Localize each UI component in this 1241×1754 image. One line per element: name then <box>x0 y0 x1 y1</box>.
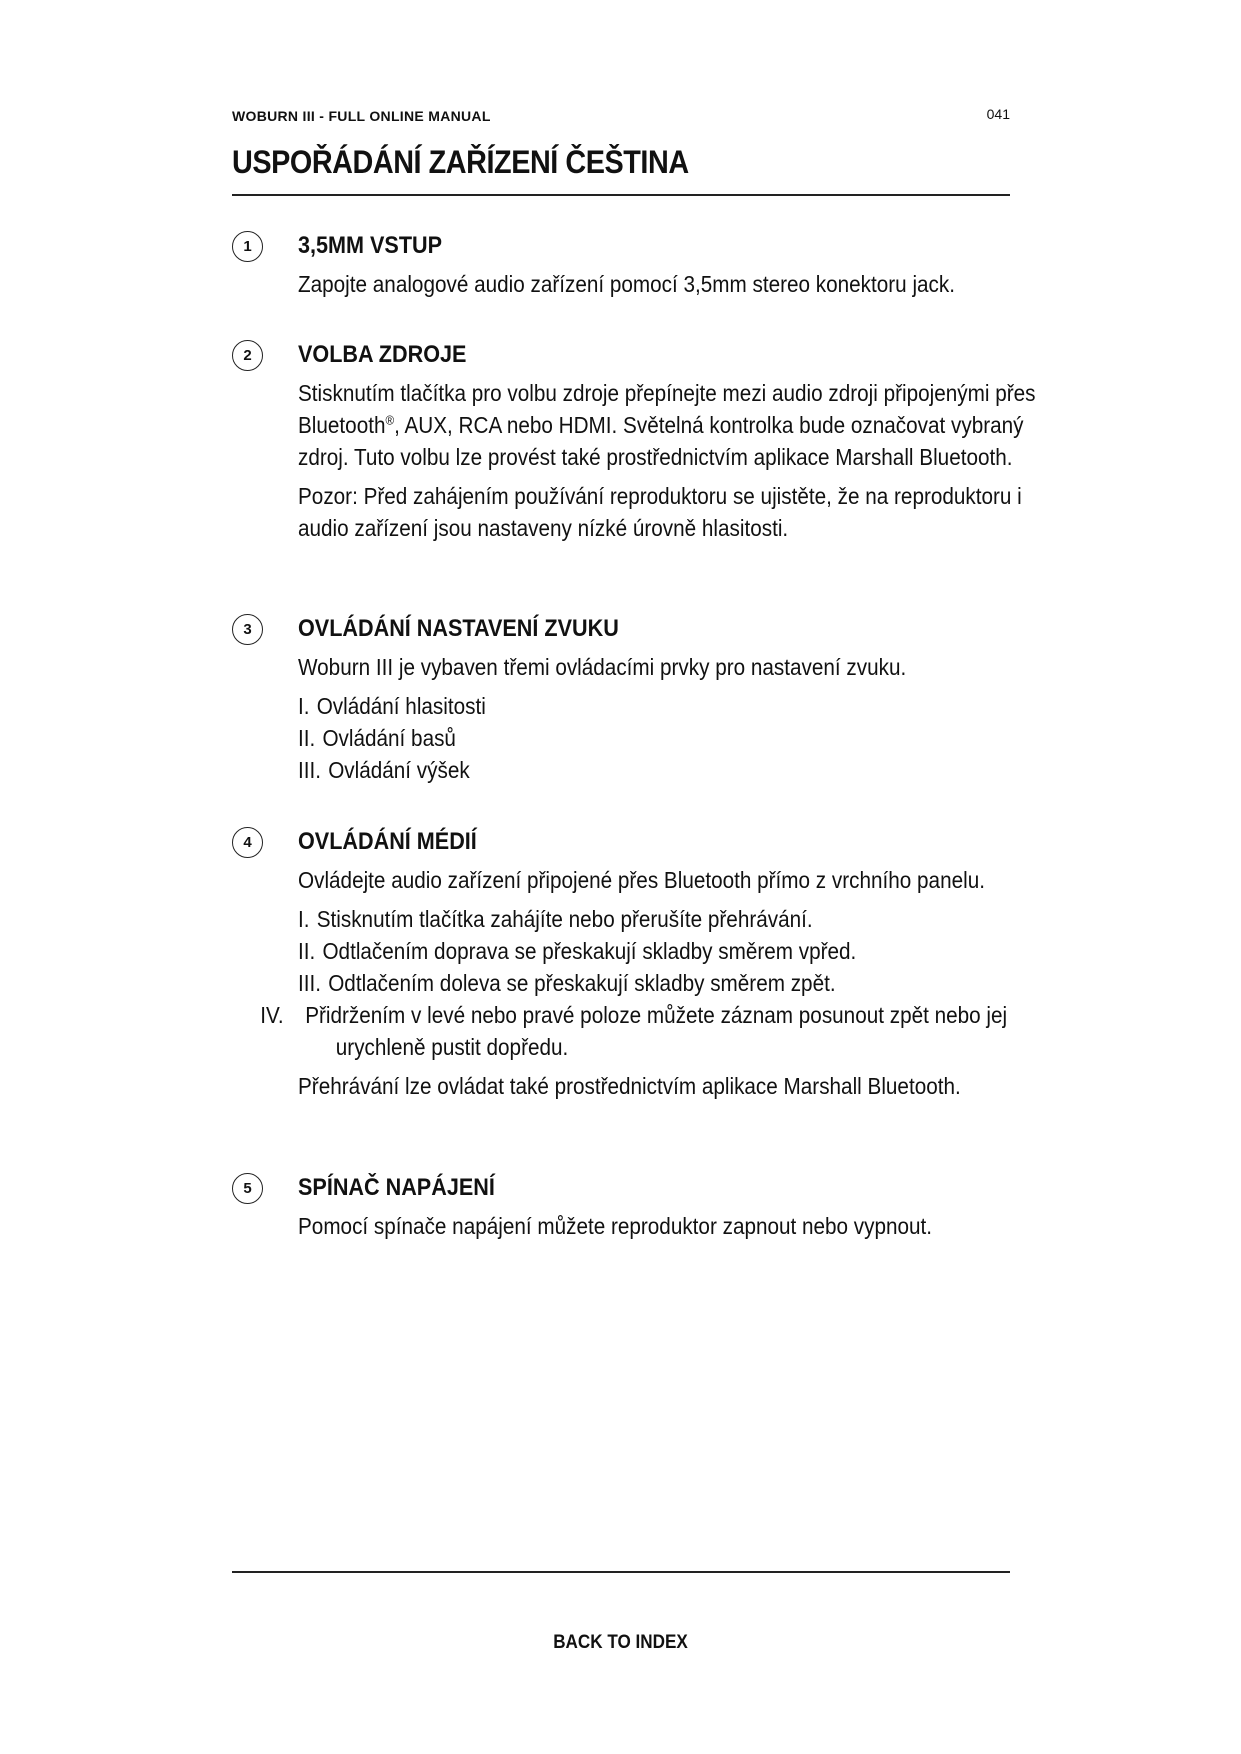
section-body <box>298 1172 1038 1249</box>
section-text: Ovládejte audio zařízení připojené přes Bluetooth přímo z vrchního panelu. <box>298 867 985 893</box>
bottom-divider <box>232 1571 1010 1573</box>
section-body <box>298 339 1038 551</box>
section-body <box>298 613 1038 793</box>
list-item <box>298 935 1038 967</box>
registered-mark: ® <box>385 412 395 428</box>
section-heading: VOLBA ZDROJE <box>298 341 467 368</box>
section-text <box>298 377 1038 473</box>
media-controls-list <box>260 903 1038 1063</box>
list-marker: II. <box>298 938 316 964</box>
list-item <box>298 754 1038 786</box>
list-item <box>298 903 1038 935</box>
section-heading: OVLÁDÁNÍ NASTAVENÍ ZVUKU <box>298 615 619 642</box>
list-item-text: Ovládání basů <box>322 725 456 751</box>
section-number-badge: 5 <box>232 1173 263 1204</box>
section-text-part: Stisknutím tlačítka pro volbu zdroje přepínejte mezi audio zdroji připojenými přes Bluetooth <box>298 380 1036 438</box>
list-marker: I. <box>298 693 310 719</box>
caution-note: Pozor: Před zahájením používání reproduktoru se ujistěte, že na reproduktoru i audio zařízení jsou nastaveny nízké úrovně hlasitosti. <box>298 483 1022 541</box>
list-marker: III. <box>298 757 322 783</box>
section-number-badge: 4 <box>232 827 263 858</box>
list-item-text: Ovládání hlasitosti <box>316 693 486 719</box>
list-item <box>298 967 1038 999</box>
section-text: Woburn III je vybaven třemi ovládacími prvky pro nastavení zvuku. <box>298 654 907 680</box>
section-footer-text: Přehrávání lze ovládat také prostřednictvím aplikace Marshall Bluetooth. <box>298 1073 961 1099</box>
section-text: Zapojte analogové audio zařízení pomocí 3,5mm stereo konektoru jack. <box>298 271 956 297</box>
page-number: 041 <box>986 106 1010 122</box>
list-item-text: Ovládání výšek <box>328 757 470 783</box>
section-text-part: , AUX, RCA nebo HDMI. Světelná kontrolka bude označovat vybraný zdroj. Tuto volbu lze provést také prostřednictvím aplikace Marshall Bluetooth. <box>298 412 1024 470</box>
section-number-badge: 3 <box>232 614 263 645</box>
list-marker: III. <box>298 970 322 996</box>
section-text: Pomocí spínače napájení můžete reproduktor zapnout nebo vypnout. <box>298 1213 933 1239</box>
section-heading: SPÍNAČ NAPÁJENÍ <box>298 1174 495 1201</box>
section-heading: 3,5MM VSTUP <box>298 232 443 259</box>
list-marker: I. <box>298 906 310 932</box>
list-item <box>298 722 1038 754</box>
list-item-text: Stisknutím tlačítka zahájíte nebo přerušíte přehrávání. <box>316 906 813 932</box>
list-item: IV. Přidržením v levé nebo pravé poloze můžete záznam posunout zpět nebo jej urychleně pustit dopředu. <box>260 1002 1008 1060</box>
section-heading: OVLÁDÁNÍ MÉDIÍ <box>298 828 477 855</box>
page-title: USPOŘÁDÁNÍ ZAŘÍZENÍ ČEŠTINA <box>232 144 689 180</box>
section-number-badge: 2 <box>232 340 263 371</box>
top-divider <box>232 194 1010 196</box>
list-marker: II. <box>298 725 316 751</box>
manual-title: WOBURN III - FULL ONLINE MANUAL <box>232 108 491 124</box>
list-item-text: Odtlačením doprava se přeskakují skladby směrem vpřed. <box>322 938 857 964</box>
sound-controls-list <box>298 690 1038 786</box>
list-item-text: Přidržením v levé nebo pravé poloze můžete záznam posunout zpět nebo jej urychleně pustit dopředu. <box>305 1002 1008 1060</box>
list-item <box>298 690 1038 722</box>
section-number-badge: 1 <box>232 231 263 262</box>
back-to-index-link[interactable]: BACK TO INDEX <box>553 1632 688 1653</box>
list-item-text: Odtlačením doleva se přeskakují skladby směrem zpět. <box>328 970 836 996</box>
section-body <box>298 230 1038 307</box>
section-body <box>260 826 1038 1109</box>
